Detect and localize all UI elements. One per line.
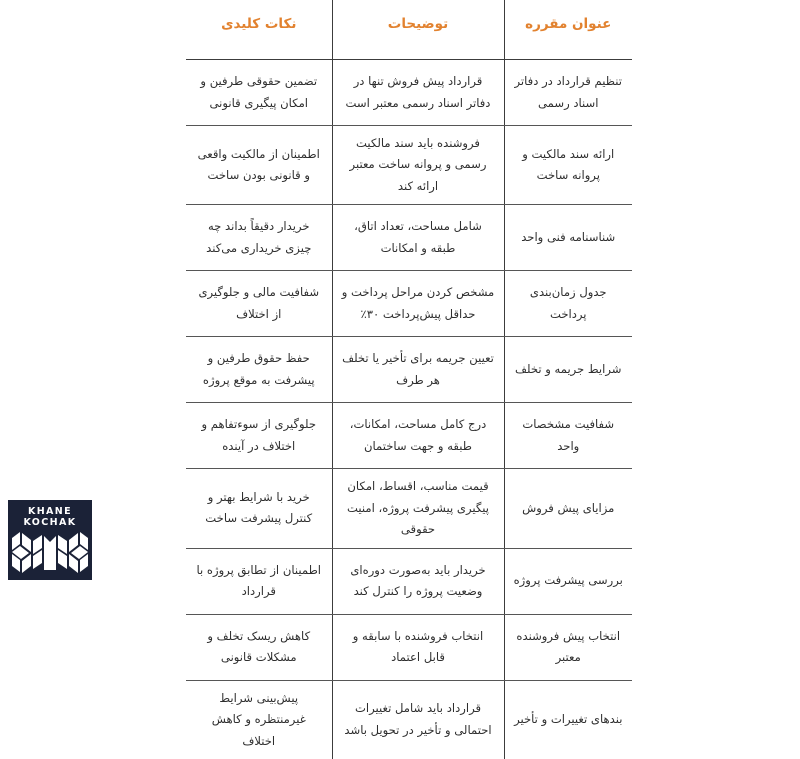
table-row bbox=[186, 403, 632, 469]
table-row bbox=[186, 126, 632, 205]
cell-title: بندهای تغییرات و تأخیر bbox=[504, 680, 632, 759]
cell-description: انتخاب فروشنده با سابقه و قابل اعتماد bbox=[332, 614, 504, 680]
cell-notes: پیش‌بینی شرایط غیرمنتظره و کاهش اختلاف bbox=[211, 690, 306, 748]
cell-title: شرایط جریمه و تخلف bbox=[504, 337, 632, 403]
cell-title: تنظیم قرارداد در دفاتر اسناد رسمی bbox=[504, 60, 632, 126]
cell-description: فروشنده باید سند مالکیت رسمی و پروانه ساخت معتبر ارائه کند bbox=[332, 126, 504, 205]
cell-notes: تضمین حقوقی طرفین و امکان پیگیری قانونی bbox=[186, 60, 332, 126]
table-row bbox=[186, 614, 632, 680]
cell-notes: اطمینان از تطابق پروژه با قرارداد bbox=[186, 548, 332, 614]
cell-notes: حفظ حقوق طرفین و پیشرفت به موقع پروژه bbox=[186, 337, 332, 403]
cell-description: شامل مساحت، تعداد اتاق، طبقه و امکانات bbox=[332, 205, 504, 271]
cell-notes: خریدار دقیقاً بداند چه چیزی خریداری می‌کند bbox=[186, 205, 332, 271]
cell-notes: خرید با شرایط بهتر و کنترل پیشرفت ساخت bbox=[186, 469, 332, 548]
table-header bbox=[186, 0, 632, 60]
logo-mark-icon bbox=[11, 528, 89, 578]
cell-title: ارائه سند مالکیت و پروانه ساخت bbox=[504, 126, 632, 205]
cell-notes: شفافیت مالی و جلوگیری از اختلاف bbox=[186, 271, 332, 337]
logo-wordmark bbox=[8, 507, 92, 528]
cell-title: بررسی پیشرفت پروژه bbox=[504, 548, 632, 614]
column-header-notes: نکات کلیدی bbox=[186, 0, 332, 60]
regulations-table bbox=[186, 0, 632, 759]
cell-notes: اطمینان از مالکیت واقعی و قانونی بودن ساخت bbox=[186, 126, 332, 205]
table-row bbox=[186, 205, 632, 271]
table-row bbox=[186, 60, 632, 126]
column-header-title: عنوان مقرره bbox=[504, 0, 632, 60]
logo-wordmark-line2: KOCHAK bbox=[23, 516, 77, 528]
table-header-row bbox=[186, 0, 632, 60]
table-row bbox=[186, 469, 632, 548]
table-row bbox=[186, 548, 632, 614]
cell-description: درج کامل مساحت، امکانات، طبقه و جهت ساختمان bbox=[332, 403, 504, 469]
table-body bbox=[186, 60, 632, 759]
table-row bbox=[186, 680, 632, 759]
logo-wordmark-line1: KHANE bbox=[27, 506, 73, 517]
cell-title: جدول زمان‌بندی پرداخت bbox=[504, 271, 632, 337]
column-header-description: توضیحات bbox=[332, 0, 504, 60]
cell-description: قرارداد باید شامل تغییرات احتمالی و تأخیر در تحویل باشد bbox=[332, 680, 504, 759]
cell-title: شناسنامه فنی واحد bbox=[504, 205, 632, 271]
brand-logo bbox=[8, 500, 92, 580]
cell-title: شفافیت مشخصات واحد bbox=[504, 403, 632, 469]
table-row bbox=[186, 337, 632, 403]
cell-description: تعیین جریمه برای تأخیر یا تخلف هر طرف bbox=[332, 337, 504, 403]
cell-title: انتخاب پیش فروشنده معتبر bbox=[504, 614, 632, 680]
cell-notes: کاهش ریسک تخلف و مشکلات قانونی bbox=[186, 614, 332, 680]
cell-notes: جلوگیری از سوءتفاهم و اختلاف در آینده bbox=[186, 403, 332, 469]
table-row bbox=[186, 271, 632, 337]
cell-description: مشخص کردن مراحل پرداخت و حداقل پیش‌پرداخت ۳۰٪ bbox=[332, 271, 504, 337]
cell-description: خریدار باید به‌صورت دوره‌ای وضعیت پروژه را کنترل کند bbox=[332, 548, 504, 614]
cell-title: مزایای پیش فروش bbox=[504, 469, 632, 548]
cell-description: قیمت مناسب، اقساط، امکان پیگیری پیشرفت پروژه، امنیت حقوقی bbox=[332, 469, 504, 548]
cell-description: قرارداد پیش فروش تنها در دفاتر اسناد رسمی معتبر است bbox=[332, 60, 504, 126]
